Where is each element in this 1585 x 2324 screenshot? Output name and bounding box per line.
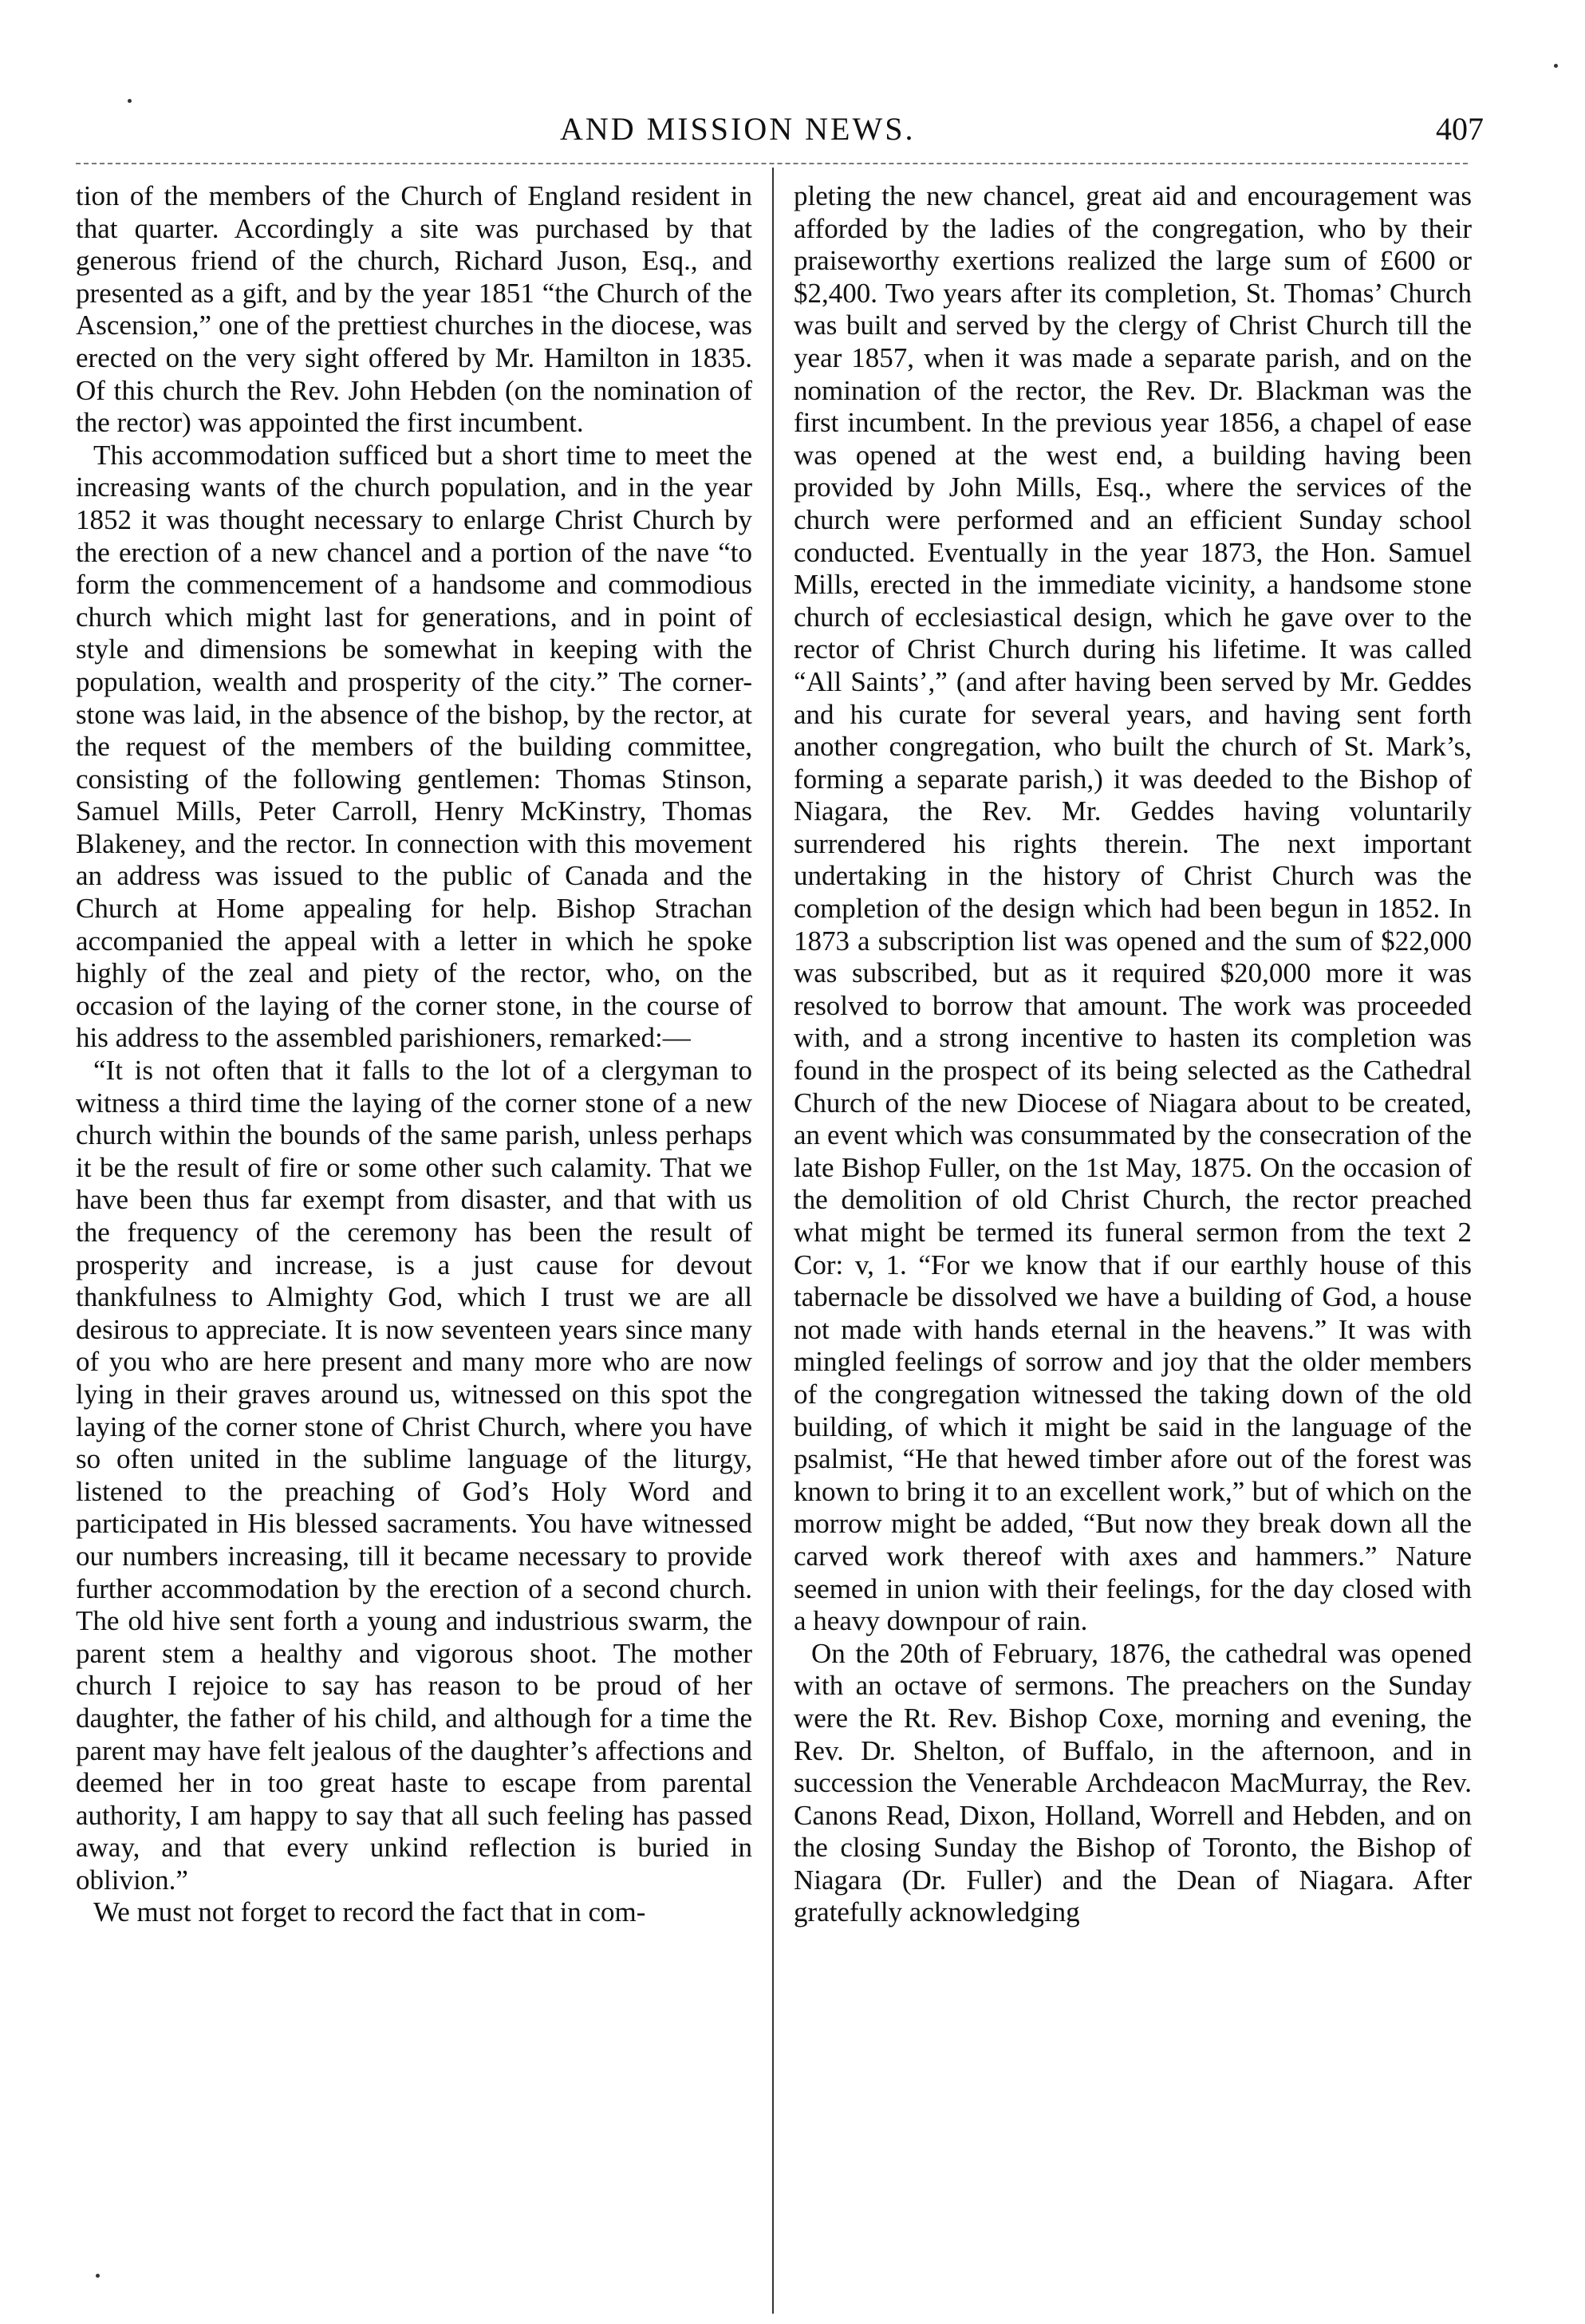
scan-speck (96, 2274, 100, 2278)
paragraph: We must not forget to record the fact that in com- (93, 1896, 646, 1928)
quoted-paragraph: “It is not often that it falls to the lot of a clergyman to witness a third time the laying of the corner stone of a new church within the bounds of the same parish, unless perhaps it be the result of fire or some other such calamity. That we have been thus far exempt from disaster, and that with us the frequency of the ceremony has been the result of prosperity and increase, is a just cause for devout thankfulness to Almighty God, which I trust we are all desirous to appreciate. It is now seventeen years since many of you who are here present and many more who are now lying in their graves around us, witnessed on this spot the laying of the corner stone of Christ Church, where you have so often united in the sublime language of the liturgy, listened to the preaching of God’s Holy Word and participated in His blessed sacraments. You have witnessed our numbers increasing, till it became necessary to provide further accommodation by the erection of a second church. The old hive sent forth a young and industrious swarm, the parent stem a healthy and vigorous shoot. The mother church I rejoice to say has reason to be proud of her daughter, the father of his child, and although for a time the parent may have felt jealous of the daughter’s affections and deemed her in too great haste to escape from parental authority, I am happy to say that all such feeling has passed away, and that every unkind reflection is buried in oblivion.” (76, 1055, 752, 1896)
left-column (76, 180, 752, 1929)
scan-speck (1554, 64, 1558, 68)
column-divider (772, 168, 774, 2314)
header-rule (76, 163, 1468, 164)
page-header (0, 110, 1585, 158)
paragraph: This accommodation sufficed but a short time to meet the increasing wants of the church population, and in the year 1852 it was thought necessary to enlarge Christ Church by the erection of a new chancel and a portion of the nave “to form the commencement of a handsome and commodious church which might last for generations, and in point of style and dimensions be somewhat in keeping with the population, wealth and prosperity of the city.” The corner-stone was laid, in the absence of the bishop, by the rector, at the request of the members of the building committee, consisting of the following gentlemen: Thomas Stinson, Samuel Mills, Peter Carroll, Henry McKinstry, Thomas Blakeney, and the rector. In connection with this movement an address was issued to the public of Canada and the Church at Home appealing for help. Bishop Strachan accompanied the appeal with a letter in which he spoke highly of the zeal and piety of the rector, who, on the occasion of the laying of the corner stone, in the course of his address to the assembled parishioners, remarked:— (76, 439, 752, 1054)
page-number: 407 (1436, 111, 1484, 147)
paragraph: tion of the members of the Church of England resident in that quarter. Accordingly a site was purchased by that generous friend of the church, Richard Juson, Esq., and presented as a gift, and by the year 1851 “the Church of the Ascension,” one of the prettiest churches in the diocese, was erected on the very sight offered by Mr. Hamilton in 1835. Of this church the Rev. John Hebden (on the nomination of the rector) was appointed the first incumbent. (76, 180, 752, 439)
right-column (794, 180, 1472, 1929)
running-head: AND MISSION NEWS. (560, 111, 916, 147)
paragraph: pleting the new chancel, great aid and encouragement was afforded by the ladies of the congregation, who by their praiseworthy exertions realized the large sum of £600 or $2,400. Two years after its completion, St. Thomas’ Church was built and served by the clergy of Christ Church till the year 1857, when it was made a separate parish, and on the nomination of the rector, the Rev. Dr. Blackman was the first incumbent. In the previous year 1856, a chapel of ease was opened at the west end, a building having been provided by John Mills, Esq., where the services of the church were performed and an efficient Sunday school conducted. Eventually in the year 1873, the Hon. Samuel Mills, erected in the immediate vicinity, a handsome stone church of ecclesiastical design, which he gave over to the rector of Christ Church during his lifetime. It was called “All Saints’,” (and after having been served by Mr. Geddes and his curate for several years, and having sent forth another congregation, who built the church of St. Mark’s, forming a separate parish,) it was deeded to the Bishop of Niagara, the Rev. Mr. Geddes having voluntarily surrendered his rights therein. The next important undertaking in the history of Christ Church was the completion of the design which had been begun in 1852. In 1873 a subscription list was opened and the sum of $22,000 was subscribed, but as it required $20,000 more it was resolved to borrow that amount. The work was proceeded with, and a strong incentive to hasten its completion was found in the prospect of its being selected as the Cathedral Church of the new Diocese of Niagara about to be created, an event which was consummated by the consecration of the late Bishop Fuller, on the 1st May, 1875. On the occasion of the demolition of old Christ Church, the rector preached what might be termed its funeral sermon from the text 2 Cor: v, 1. “For we know that if our earthly house of this tabernacle be dissolved we have a building of God, a house not made with hands eternal in the heavens.” It was with mingled feelings of sorrow and joy that the older members of the congregation witnessed the taking down of the old building, of which it might be said in the language of the psalmist, “He that hewed timber afore out of the forest was known to bring it to an excellent work,” but of which on the morrow might be added, “But now they break down all the carved work thereof with axes and hammers.” Nature seemed in union with their feelings, for the day closed with a heavy downpour of rain. (794, 180, 1472, 1637)
scan-speck (128, 99, 132, 103)
paragraph: On the 20th of February, 1876, the cathedral was opened with an octave of sermons. The preachers on the Sunday were the Rt. Rev. Bishop Coxe, morning and evening, the Rev. Dr. Shelton, of Buffalo, in the afternoon, and in succession the Venerable Archdeacon MacMurray, the Rev. Canons Read, Dixon, Holland, Worrell and Hebden, and on the closing Sunday the Bishop of Toronto, the Bishop of Niagara (Dr. Fuller) and the Dean of Niagara. After gratefully acknowledging (794, 1637, 1472, 1928)
